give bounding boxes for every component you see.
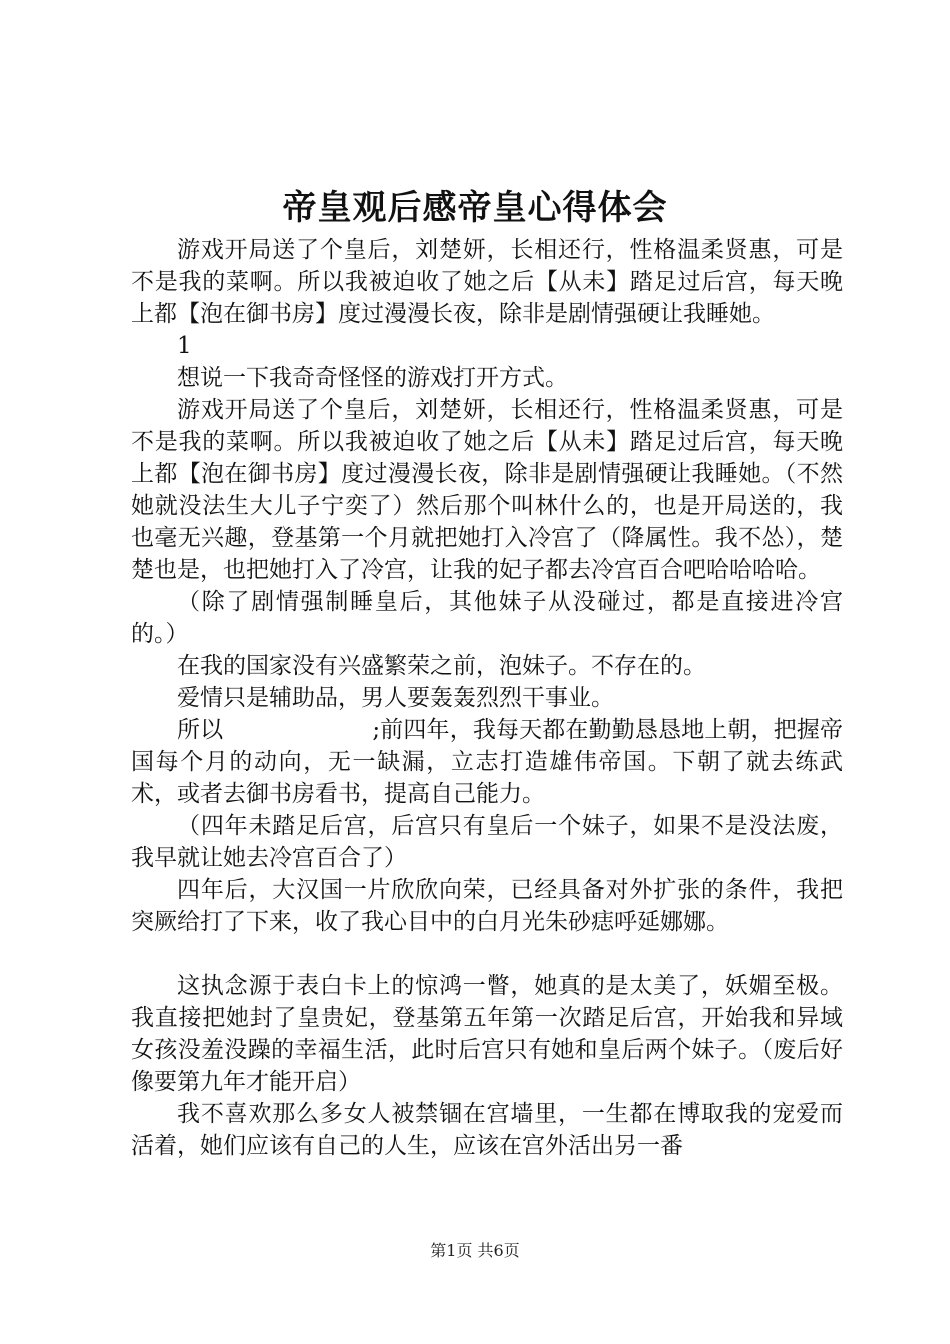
paragraph: （除了剧情强制睡皇后，其他妹子从没碰过，都是直接进冷宫的。） [131,589,843,647]
paragraph: 想说一下我奇奇怪怪的游戏打开方式。 [177,365,568,391]
paragraph: 游戏开局送了个皇后，刘楚妍，长相还行，性格温柔贤惠，可是不是我的菜啊。所以我被迫收了她之后【从未】踏足过后宫，每天晚上都【泡在御书房】度过漫漫长夜，除非是剧情强硬让我睡她。 [131,237,843,327]
document-title: 帝皇观后感帝皇心得体会 [282,188,668,228]
paragraph: 爱情只是辅助品，男人要轰轰烈烈干事业。 [177,685,614,711]
paragraph: 1 [177,333,192,359]
paragraph: （四年未踏足后宫，后宫只有皇后一个妹子，如果不是没法废，我早就让她去冷宫百合了） [131,813,843,871]
paragraph: 在我的国家没有兴盛繁荣之前，泡妹子。不存在的。 [177,653,706,679]
paragraph: 我不喜欢那么多女人被禁锢在宫墙里，一生都在博取我的宠爱而活着，她们应该有自己的人生，应该在宫外活出另一番 [131,1101,843,1159]
paragraph: 所以 ;前四年，我每天都在勤勤恳恳地上朝，把握帝国每个月的动向，无一缺漏，立志打造雄伟帝国。下朝了就去练武术，或者去御书房看书，提高自己能力。 [131,717,843,807]
paragraph: 游戏开局送了个皇后，刘楚妍，长相还行，性格温柔贤惠，可是不是我的菜啊。所以我被迫收了她之后【从未】踏足过后宫，每天晚上都【泡在御书房】度过漫漫长夜，除非是剧情强硬让我睡她。（不然她就没法生大儿子宁奕了）然后那个叫林什么的，也是开局送的，我也毫无兴趣，登基第一个月就把她打入冷宫了（降属性。我不怂），楚楚也是，也把她打入了冷宫，让我的妃子都去冷宫百合吧哈哈哈哈。 [131,397,843,583]
paragraph: 四年后，大汉国一片欣欣向荣，已经具备对外扩张的条件，我把突厥给打了下来，收了我心目中的白月光朱砂痣呼延娜娜。 [131,877,843,935]
document-body [131,234,843,1162]
blank-line [131,938,843,970]
page-footer: 第1页 共6页 [430,1241,520,1260]
paragraph: 这执念源于表白卡上的惊鸿一瞥，她真的是太美了，妖媚至极。我直接把她封了皇贵妃，登基第五年第一次踏足后宫，开始我和异域女孩没羞没躁的幸福生活，此时后宫只有她和皇后两个妹子。（废后好像要第九年才能开启） [131,973,843,1095]
